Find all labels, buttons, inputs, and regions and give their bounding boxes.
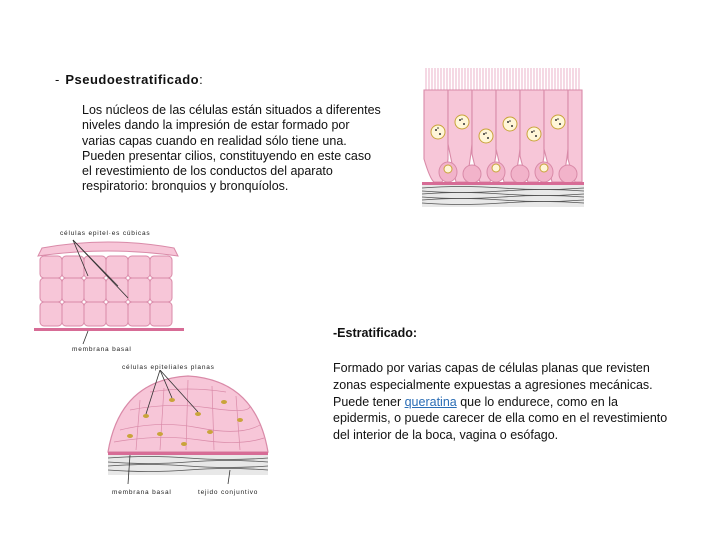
cubic-membrane-pointer [83, 331, 88, 344]
section2-text-after: que lo endurece, como en la epidermis, o puede carecer de ella como en el revestimiento del interior de la boca, vagina o esófago. [333, 394, 668, 443]
cubic-epithelium-illustration [28, 236, 188, 348]
cubic-cells [38, 242, 178, 326]
cilia [426, 68, 579, 90]
cubic-basal-membrane [34, 328, 184, 331]
pseudostratified-illustration [420, 64, 590, 210]
section1-paragraph: Los núcleos de las células están situados a diferentes niveles dando la impresión de estar formado por varias capas cuando en realidad sólo tiene una. Pueden presentar cilios, constituyendo en este caso el revestimiento de los conductos del aparato respiratorio: bronquios y bronquíolos. [82, 103, 381, 194]
flat-top-label: células epiteliales planas [122, 364, 215, 371]
flat-bottom-right-label: tejido conjuntivo [198, 489, 259, 496]
section1-heading: Pseudoestratificado [65, 72, 200, 87]
section1-title [55, 72, 203, 87]
stratified-flat-illustration [100, 370, 275, 488]
section2-heading: -Estratificado: [333, 326, 418, 340]
basal-membrane [422, 182, 584, 185]
section2-text-before: Formado por varias capas de células planas que revisten zonas especialmente expuestas a agresiones mecánicas. Puede tener [333, 361, 653, 409]
section2-paragraph [333, 360, 678, 444]
cubic-top-label: células epitel·es cúbicas [60, 230, 151, 237]
cubic-bottom-label: membrana basal [72, 346, 132, 353]
title-dash: - [55, 72, 60, 87]
queratina-link[interactable]: queratina [404, 394, 457, 409]
flat-bottom-left-label: membrana basal [112, 489, 172, 496]
flat-basal-membrane [108, 452, 268, 455]
flat-connective-tissue [108, 455, 268, 475]
connective-tissue [422, 185, 584, 207]
title-colon: : [199, 72, 203, 87]
